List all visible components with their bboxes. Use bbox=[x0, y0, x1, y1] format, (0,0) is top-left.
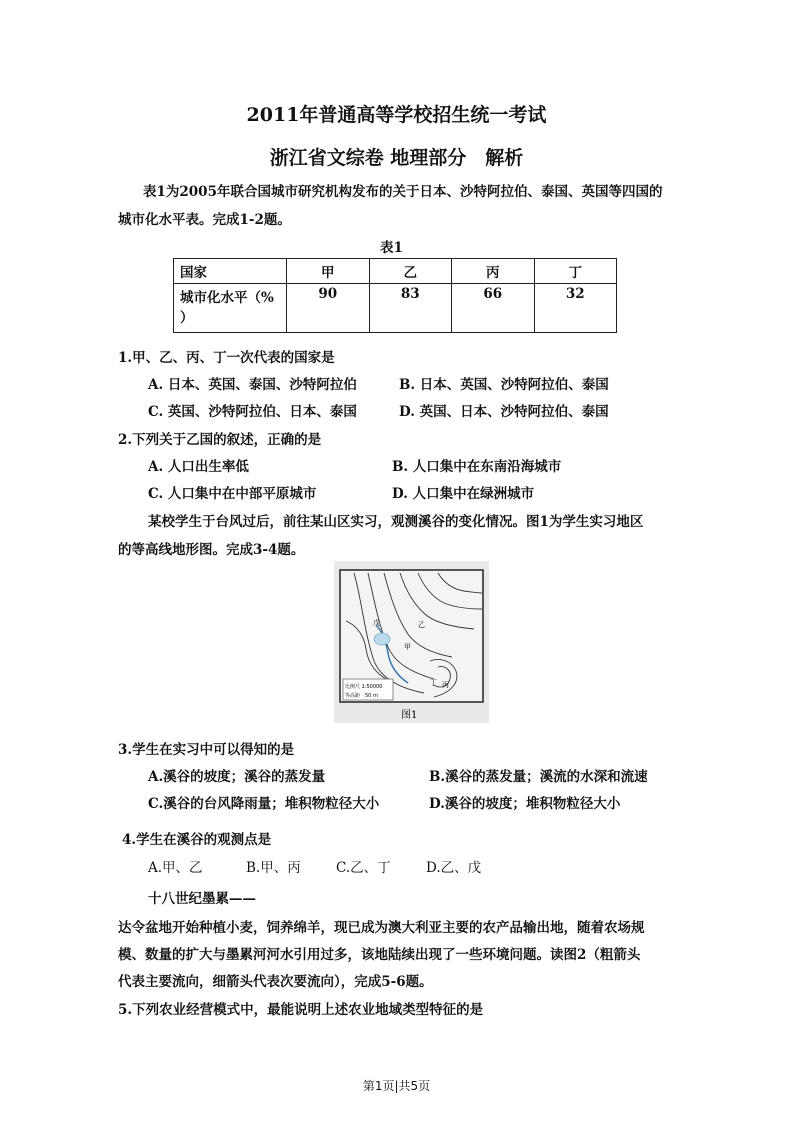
contour-map-figure bbox=[334, 561, 489, 723]
question-stem: 3.学生在实习中可以得知的是 bbox=[118, 742, 295, 758]
table-cell: 32 bbox=[534, 284, 617, 333]
option-a: A. 人口出生率低 bbox=[148, 459, 249, 475]
map-label-yi: 乙 bbox=[418, 621, 425, 629]
table-cell: 90 bbox=[287, 284, 370, 333]
table-header-cell: 甲 bbox=[287, 259, 370, 284]
option-d: D. 英国、日本、沙特阿拉伯、泰国 bbox=[399, 404, 609, 420]
contour-map bbox=[334, 561, 489, 723]
option-a: A. 日本、英国、泰国、沙特阿拉伯 bbox=[148, 377, 357, 393]
option-d: D.乙、戊 bbox=[426, 860, 482, 876]
table-caption: 表1 bbox=[380, 240, 403, 256]
water-body bbox=[374, 633, 390, 645]
page-title: 2011年普通高等学校招生统一考试 bbox=[246, 104, 547, 126]
option-b: B.溪谷的蒸发量；溪流的水深和流速 bbox=[429, 769, 648, 785]
table-row bbox=[174, 284, 617, 333]
option-b: B. 日本、英国、沙特阿拉伯、泰国 bbox=[399, 377, 609, 393]
table-cell: 83 bbox=[369, 284, 452, 333]
option-b: B. 人口集中在东南沿海城市 bbox=[392, 459, 562, 475]
table-header-cell: 丁 bbox=[534, 259, 617, 284]
table-header-cell: 乙 bbox=[369, 259, 452, 284]
map-scale-label: 比例尺 1:50000 bbox=[345, 684, 383, 690]
intro-paragraph-line: 表1为2005年联合国城市研究机构发布的关于日本、沙特阿拉伯、泰国、英国等四国的 bbox=[143, 184, 663, 200]
map-label-wu: 戊 bbox=[373, 619, 380, 627]
question-stem: 2.下列关于乙国的叙述，正确的是 bbox=[118, 432, 322, 448]
table-header-row bbox=[174, 259, 617, 284]
table-cell: 66 bbox=[452, 284, 535, 333]
map-label-jia: 甲 bbox=[404, 643, 411, 651]
map-interval-label: 等高距 50 m bbox=[345, 693, 378, 699]
table-row-label bbox=[174, 284, 287, 333]
page-footer: 第1页|共5页 bbox=[362, 1079, 431, 1093]
map-label-ding: 丁 bbox=[430, 679, 437, 687]
row-label-line: 城市化水平（% bbox=[180, 290, 274, 306]
intro-paragraph-line: 的等高线地形图。完成3-4题。 bbox=[118, 542, 305, 558]
option-d: D. 人口集中在绿洲城市 bbox=[392, 486, 535, 502]
option-a: A.甲、乙 bbox=[148, 860, 203, 876]
table-header-cell: 丙 bbox=[452, 259, 535, 284]
intro-paragraph-line: 达令盆地开始种植小麦，饲养绵羊，现已成为澳大利亚主要的农产品输出地，随着农场规 bbox=[118, 920, 645, 936]
option-b: B.甲、丙 bbox=[246, 860, 301, 876]
option-a: A.溪谷的坡度；溪谷的蒸发量 bbox=[148, 769, 326, 785]
question-stem: 4.学生在溪谷的观测点是 bbox=[122, 832, 272, 848]
intro-paragraph-line: 十八世纪墨累—— bbox=[148, 891, 256, 907]
option-c: C. 英国、沙特阿拉伯、日本、泰国 bbox=[148, 404, 357, 420]
row-label-line: ） bbox=[180, 310, 194, 326]
option-d: D.溪谷的坡度；堆积物粒径大小 bbox=[429, 796, 621, 812]
figure-caption: 图1 bbox=[401, 710, 418, 721]
question-stem: 5.下列农业经营模式中，最能说明上述农业地域类型特征的是 bbox=[118, 1002, 484, 1018]
intro-paragraph-line: 模、数量的扩大与墨累河河水引用过多，该地陆续出现了一些环境问题。读图2（粗箭头 bbox=[118, 947, 641, 963]
intro-paragraph-line: 某校学生于台风过后，前往某山区实习，观测溪谷的变化情况。图1为学生实习地区 bbox=[148, 514, 644, 530]
question-stem: 1.甲、乙、丙、丁一次代表的国家是 bbox=[118, 350, 335, 366]
intro-paragraph-line: 城市化水平表。完成1-2题。 bbox=[118, 212, 291, 228]
page-subtitle: 浙江省文综卷 地理部分 解析 bbox=[269, 147, 524, 169]
option-c: C.乙、丁 bbox=[336, 860, 391, 876]
option-c: C.溪谷的台风降雨量；堆积物粒径大小 bbox=[148, 796, 380, 812]
intro-paragraph-line: 代表主要流向，细箭头代表次要流向），完成5-6题。 bbox=[118, 974, 433, 990]
table-header-cell: 国家 bbox=[174, 259, 287, 284]
option-c: C. 人口集中在中部平原城市 bbox=[148, 486, 317, 502]
map-label-bing: 丙 bbox=[442, 681, 449, 689]
urbanization-table bbox=[173, 258, 617, 333]
